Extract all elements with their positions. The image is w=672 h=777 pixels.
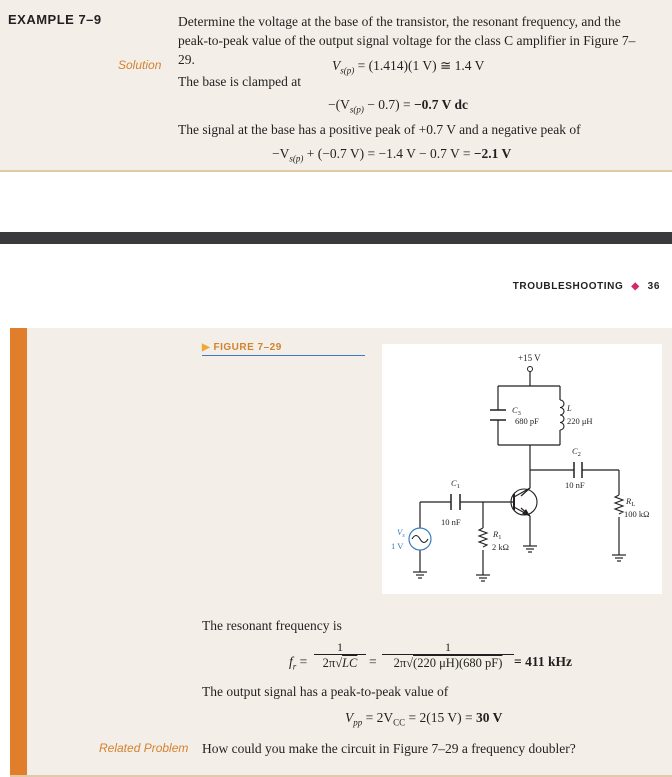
ground-icon: [523, 546, 537, 552]
fraction-1: 1 2π√LC: [314, 640, 366, 671]
svg-text:L: L: [567, 403, 572, 413]
diamond-icon: ◆: [631, 281, 640, 292]
solution-label: Solution: [118, 58, 162, 72]
figure-label-underline: [202, 355, 365, 356]
r1-value: 2 kΩ: [492, 542, 509, 552]
signal-peak-text: The signal at the base has a positive peak of +0.7 V and a negative peak of: [178, 122, 581, 137]
resistor-rl: [615, 495, 623, 514]
equals-sign: =: [369, 654, 377, 669]
running-head: [513, 281, 660, 292]
equation-negative-peak: $-V_{s(p)} + (-0.7$ V) = −1.4 V − 0.7 V = −2.1 V: [272, 146, 512, 164]
ground-icon: [612, 555, 626, 561]
c2-value: 10 nF: [565, 480, 585, 490]
supply-terminal: [528, 367, 533, 372]
ground-icon: [476, 575, 490, 581]
figure-label: ▶ FIGURE 7–29: [202, 342, 282, 353]
sqrt-icon: √: [406, 656, 414, 670]
equation-vsp: $V_{s(p)} = (1.414)(1$ V) ≅ 1.4 V: [332, 58, 485, 76]
c3-value: 680 pF: [515, 416, 539, 426]
svg-text:C1: $C_1$: [451, 478, 460, 490]
example-panel: [0, 0, 672, 172]
related-problem-label: Related Problem: [99, 741, 189, 755]
example-label: EXAMPLE 7–9: [8, 12, 102, 27]
svg-text:RL: $R_L$: [626, 496, 636, 508]
resistor-r1: [479, 528, 487, 547]
margin-accent-bar: [10, 328, 27, 777]
base-clamp-text: The base is clamped at: [178, 74, 301, 89]
output-intro-text: The output signal has a peak-to-peak value of: [202, 684, 449, 699]
page-separator: [0, 232, 672, 244]
equation-fr-lhs: $f_r$ =: [289, 654, 308, 672]
l-value: 220 μH: [567, 416, 593, 426]
equation-base-clamp: $-(V_{s(p)} - 0.7) = -0.7$ V dc: [328, 97, 469, 115]
related-problem-text: How could you make the circuit in Figure 7–29 a frequency doubler?: [202, 741, 576, 756]
c1-value: 10 nF: [441, 517, 461, 527]
fraction-2: 1 2π√(220 μH)(680 pF): [382, 640, 514, 671]
resonant-intro-text: The resonant frequency is: [202, 618, 342, 633]
svg-text:Vs: $V_s$: [397, 527, 405, 539]
class-c-amplifier-schematic: [382, 344, 662, 594]
sqrt-icon: √: [335, 656, 343, 670]
resonant-result: = 411 kHz: [514, 654, 572, 669]
equation-vpp: $V_{pp} = 2V_{CC} = 2(15$ V) = 30 V: [345, 710, 503, 728]
vs-value: 1 V: [391, 541, 404, 551]
svg-text:R1: $R_1$: [493, 529, 502, 541]
page-edge: [0, 170, 672, 172]
svg-text:C3: $C_3$: [512, 405, 521, 417]
page-number: 36: [647, 281, 660, 292]
example-problem-statement: Determine the voltage at the base of the transistor, the resonant frequency, and the peak-to-peak value of the output signal voltage for the class C amplifier in Figure 7–29.: [178, 14, 636, 67]
rl-value: 100 kΩ: [624, 509, 650, 519]
capacitor-c1: [451, 494, 460, 510]
inductor-l: [560, 400, 564, 430]
triangle-marker-icon: ▶: [202, 342, 211, 353]
capacitor-c3: [490, 410, 506, 420]
ground-icon: [413, 572, 427, 578]
running-head-title: TROUBLESHOOTING: [512, 281, 624, 292]
capacitor-c2: [574, 462, 582, 478]
svg-text:C2: $C_2$: [572, 446, 581, 458]
vcc-label: +15 V: [518, 353, 541, 363]
